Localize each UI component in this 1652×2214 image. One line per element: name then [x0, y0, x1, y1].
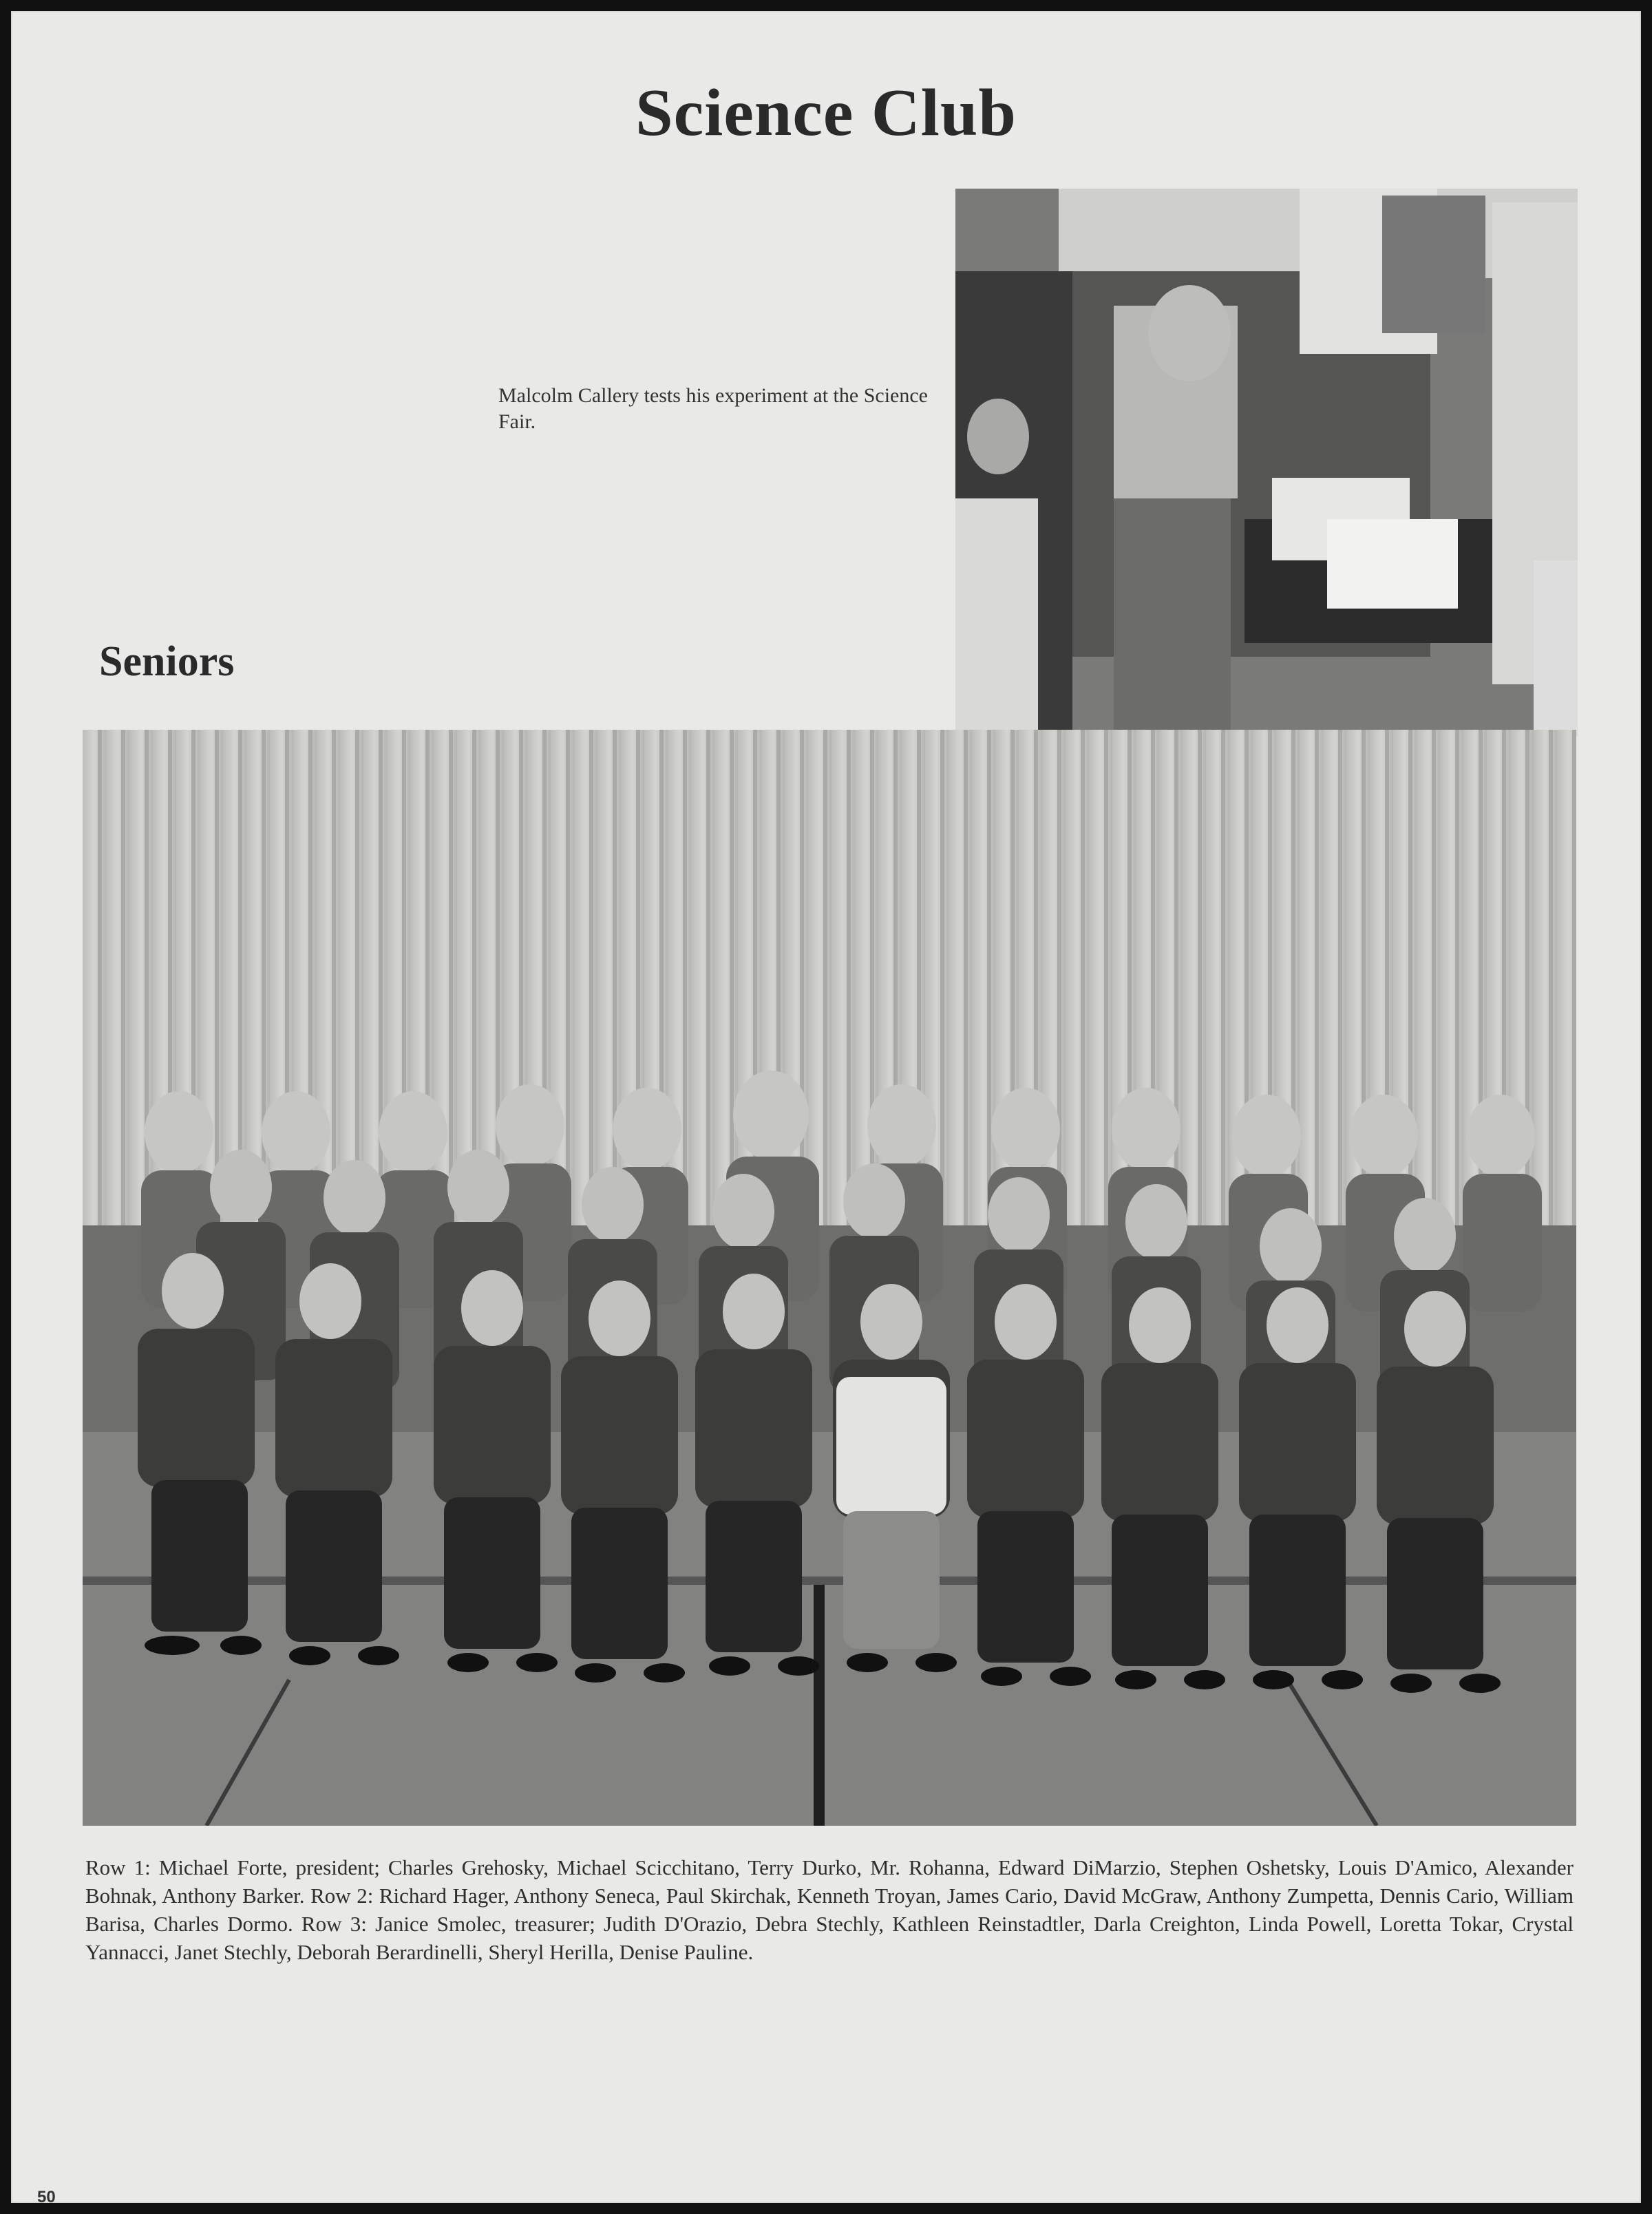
section-heading: Seniors [99, 638, 235, 685]
senior-group-photo-image [83, 730, 1576, 1826]
science-fair-photo [955, 189, 1578, 737]
page-title: Science Club [635, 76, 1017, 150]
science-fair-photo-image [955, 189, 1578, 737]
yearbook-page [11, 11, 1641, 2206]
page-number: 50 [37, 2188, 56, 2206]
group-photo-caption: Row 1: Michael Forte, president; Charles Grehosky, Michael Scicchitano, Terry Durko, Mr. Rohanna, Edward DiMarzio, Stephen Oshetsky, Louis D'Amico, Alexander Bohnak, Anthony Barker. Row 2: Richard Hager, Anthony Seneca, Paul Skirchak, Kenneth Troyan, James Cario, David McGraw, Anthony Zumpetta, Dennis Cario, William Barisa, Charles Dormo. Row 3: Janice Smolec, treasurer; Judith D'Orazio, Debra Stechly, Kathleen Reinstadtler, Darla Creighton, Linda Powell, Loretta Tokar, Crystal Yannacci, Janet Stechly, Deborah Berardinelli, Sheryl Herilla, Denise Pauline. [85, 1855, 1574, 1964]
fair-photo-caption: Malcolm Callery tests his experiment at the Science Fair. [498, 384, 928, 433]
senior-group-photo [83, 730, 1576, 1826]
